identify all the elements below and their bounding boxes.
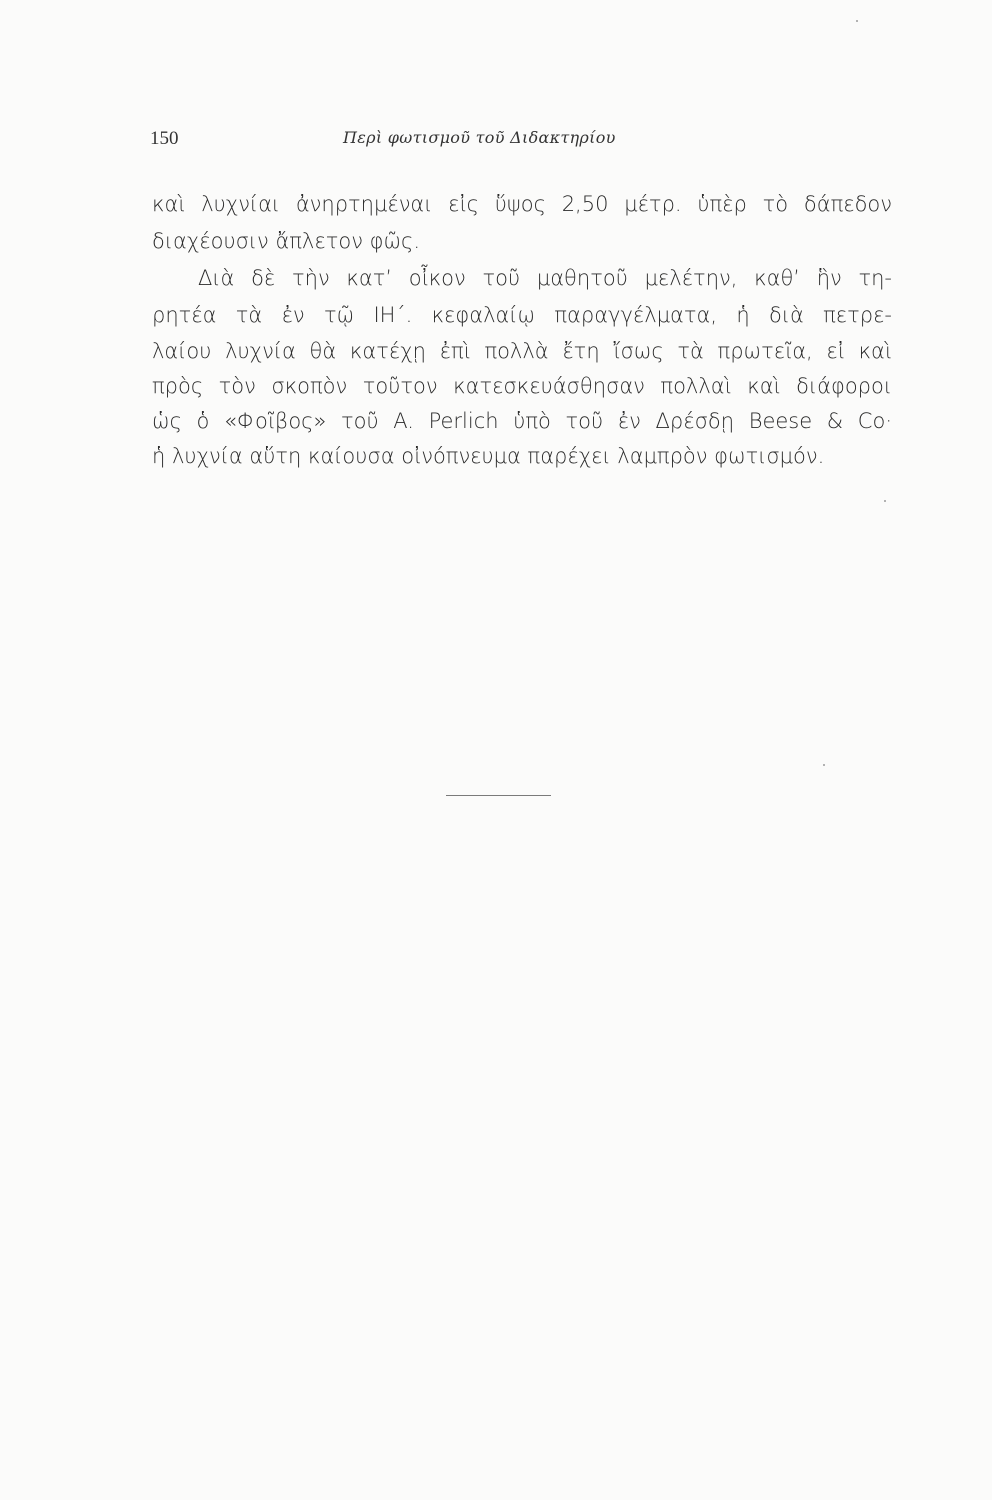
speck xyxy=(884,500,886,502)
text-line-7: ὡς ὁ «Φοῖβος» τοῦ A. Perlich ὑπὸ τοῦ ἐν Δρέσδῃ Beese & Co· xyxy=(152,409,892,433)
text-line-1: καὶ λυχνίαι ἀνηρτημέναι εἰς ὕψος 2,50 μέτρ. ὑπὲρ τὸ δάπεδον xyxy=(152,192,892,216)
speck xyxy=(856,20,858,22)
section-end-rule xyxy=(446,795,551,796)
text-line-5: λαίου λυχνία θὰ κατέχῃ ἐπὶ πολλὰ ἔτη ἴσως τὰ πρωτεῖα, εἰ καὶ xyxy=(152,339,892,363)
text-line-3: Διὰ δὲ τὴν κατ’ οἶκον τοῦ μαθητοῦ μελέτην, καθ’ ἣν τη- xyxy=(198,266,892,290)
text-line-8: ἡ λυχνία αὕτη καίουσα οἰνόπνευμα παρέχει λαμπρὸν φωτισμόν. xyxy=(152,444,825,468)
text-line-4: ρητέα τὰ ἐν τῷ ΙΗ΄. κεφαλαίῳ παραγγέλματα, ἡ διὰ πετρε- xyxy=(152,303,892,327)
running-title: Περὶ φωτισμοῦ τοῦ Διδακτηρίου xyxy=(343,128,616,147)
text-line-6: πρὸς τὸν σκοπὸν τοῦτον κατεσκευάσθησαν πολλαὶ καὶ διάφοροι xyxy=(152,374,892,398)
speck xyxy=(823,764,825,766)
page-number: 150 xyxy=(150,128,179,149)
text-line-2: διαχέουσιν ἄπλετον φῶς. xyxy=(152,229,421,253)
